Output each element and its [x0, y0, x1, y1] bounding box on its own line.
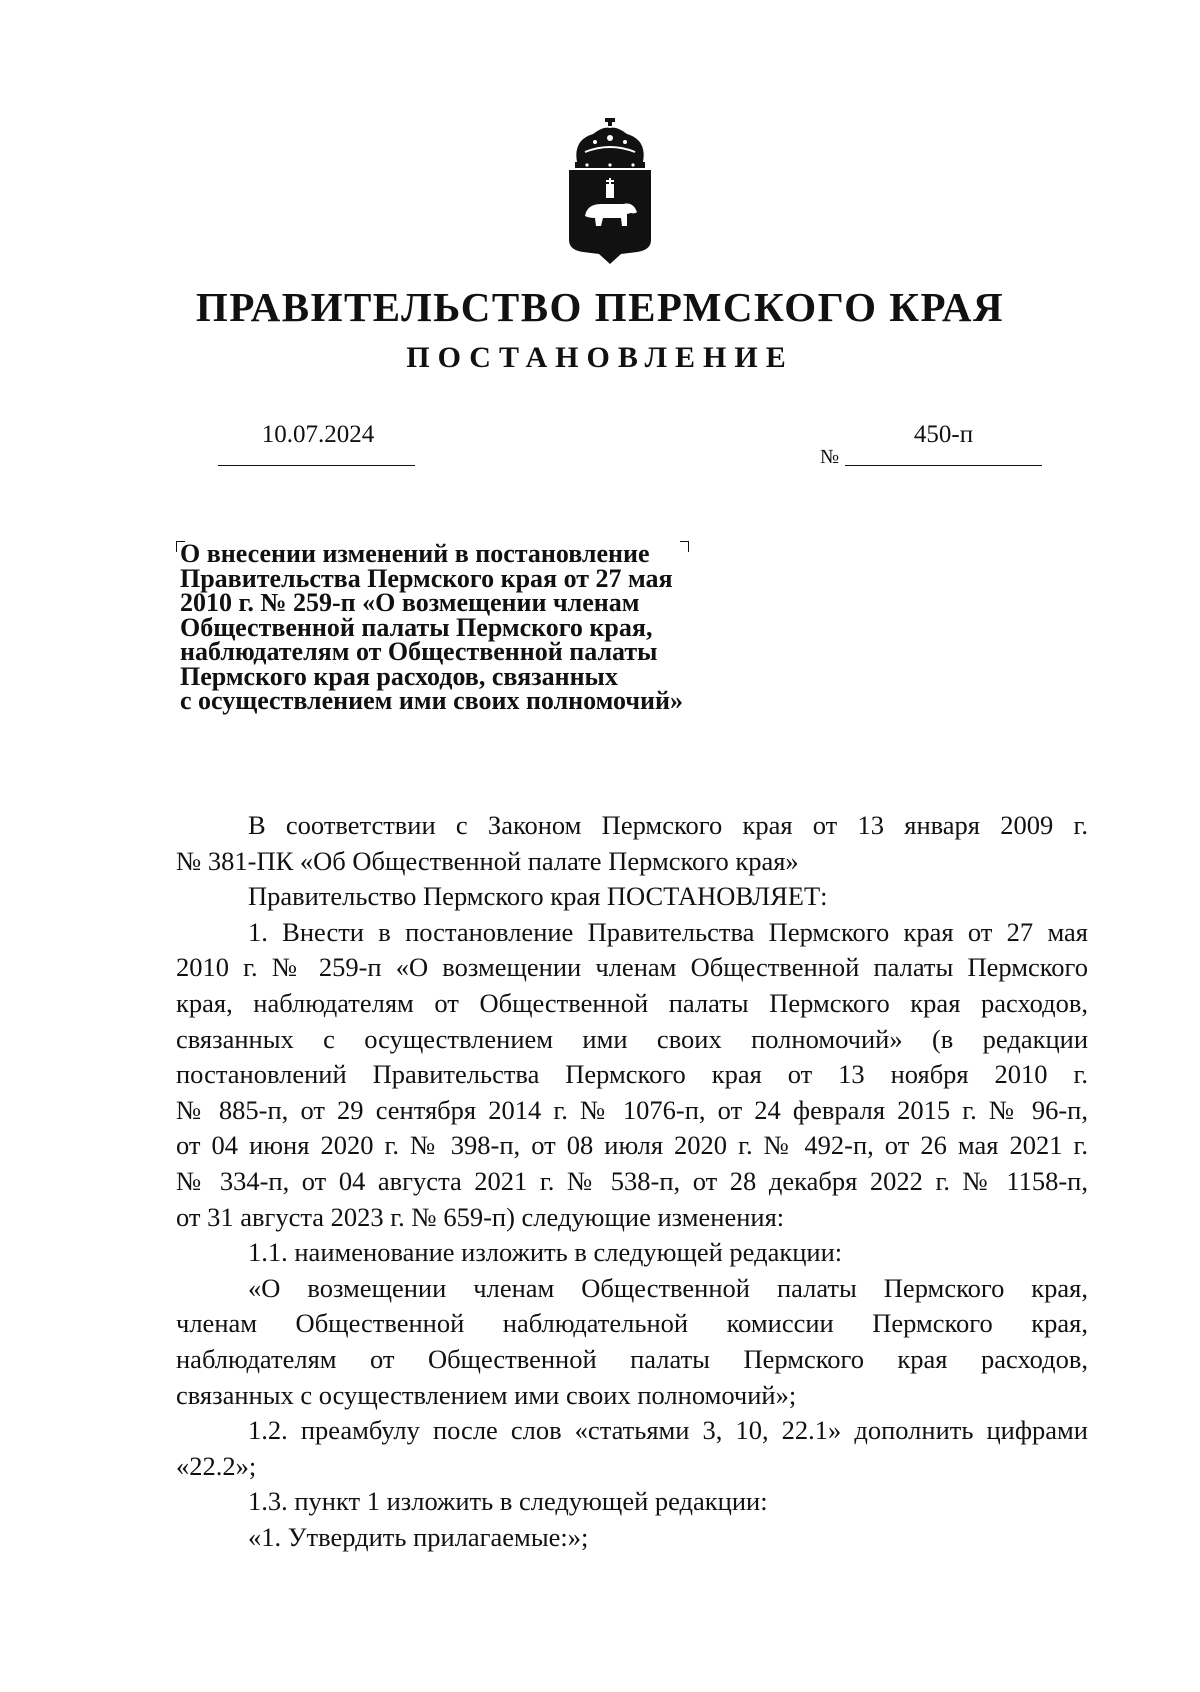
title-line: 2010 г. № 259-п «О возмещении членам	[180, 588, 640, 617]
title-line: Пермского края расходов, связанных	[180, 661, 618, 691]
body-line: 1. Внести в постановление Правительства Пермского края от 27 мая	[248, 916, 1088, 947]
organization-name: ПРАВИТЕЛЬСТВО ПЕРМСКОГО КРАЯ	[195, 284, 1005, 330]
title-line: наблюдателям от Общественной палаты	[180, 637, 658, 666]
document-title	[180, 539, 740, 715]
body-line: 1.1. наименование изложить в следующей редакции:	[248, 1237, 843, 1268]
body-line: № 334-п, от 04 августа 2021 г. № 538-п, от 28 декабря 2022 г. № 1158-п,	[176, 1165, 1088, 1196]
document-date: 10.07.2024	[261, 421, 375, 448]
number-underline	[845, 465, 1042, 466]
date-underline	[218, 465, 415, 466]
body-line: Правительство Пермского края ПОСТАНОВЛЯЕТ:	[248, 881, 828, 912]
body-line: «О возмещении членам Общественной палаты Пермского края,	[248, 1272, 1088, 1303]
document-body	[176, 808, 1088, 1555]
body-line: связанных с осуществлением ими своих полномочий»;	[176, 1379, 797, 1410]
body-line: от 04 июня 2020 г. № 398-п, от 08 июля 2020 г. № 492-п, от 26 мая 2021 г.	[176, 1130, 1088, 1161]
title-line: Правительства Пермского края от 27 мая	[180, 563, 673, 593]
body-line: членам Общественной наблюдательной комиссии Пермского края,	[176, 1308, 1088, 1339]
body-line: 1.2. преамбулу после слов «статьями 3, 10, 22.1» дополнить цифрами	[248, 1415, 1088, 1446]
body-line: В соответствии с Законом Пермского края от 13 января 2009 г.	[248, 810, 1088, 840]
title-line: О внесении изменений в постановление	[180, 539, 650, 568]
body-line: постановлений Правительства Пермского края от 13 ноября 2010 г.	[176, 1059, 1088, 1090]
title-line: с осуществлением ими своих полномочий»	[180, 686, 683, 715]
body-line: от 31 августа 2023 г. № 659-п) следующие изменения:	[176, 1201, 785, 1232]
body-line: края, наблюдателям от Общественной палаты Пермского края расходов,	[176, 987, 1088, 1018]
title-line: Общественной палаты Пермского края,	[180, 612, 653, 642]
body-line: наблюдателям от Общественной палаты Пермского края расходов,	[176, 1343, 1088, 1374]
body-line: 2010 г. № 259-п «О возмещении членам Общественной палаты Пермского	[176, 952, 1088, 983]
body-line: № 381-ПК «Об Общественной палате Пермского края»	[176, 845, 799, 876]
body-line: № 885-п, от 29 сентября 2014 г. № 1076-п, от 24 февраля 2015 г. № 96-п,	[176, 1094, 1088, 1125]
body-line: «1. Утвердить прилагаемые:»;	[248, 1521, 589, 1552]
document-number: 450-п	[913, 421, 974, 448]
body-line: «22.2»;	[176, 1450, 257, 1481]
document-type: ПОСТАНОВЛЕНИЕ	[406, 341, 794, 374]
perm-krai-coat-of-arms-icon	[565, 118, 655, 268]
number-sign: №	[820, 446, 840, 468]
body-line: связанных с осуществлением ими своих полномочий» (в редакции	[176, 1023, 1088, 1054]
body-line: 1.3. пункт 1 изложить в следующей редакции:	[248, 1486, 768, 1517]
